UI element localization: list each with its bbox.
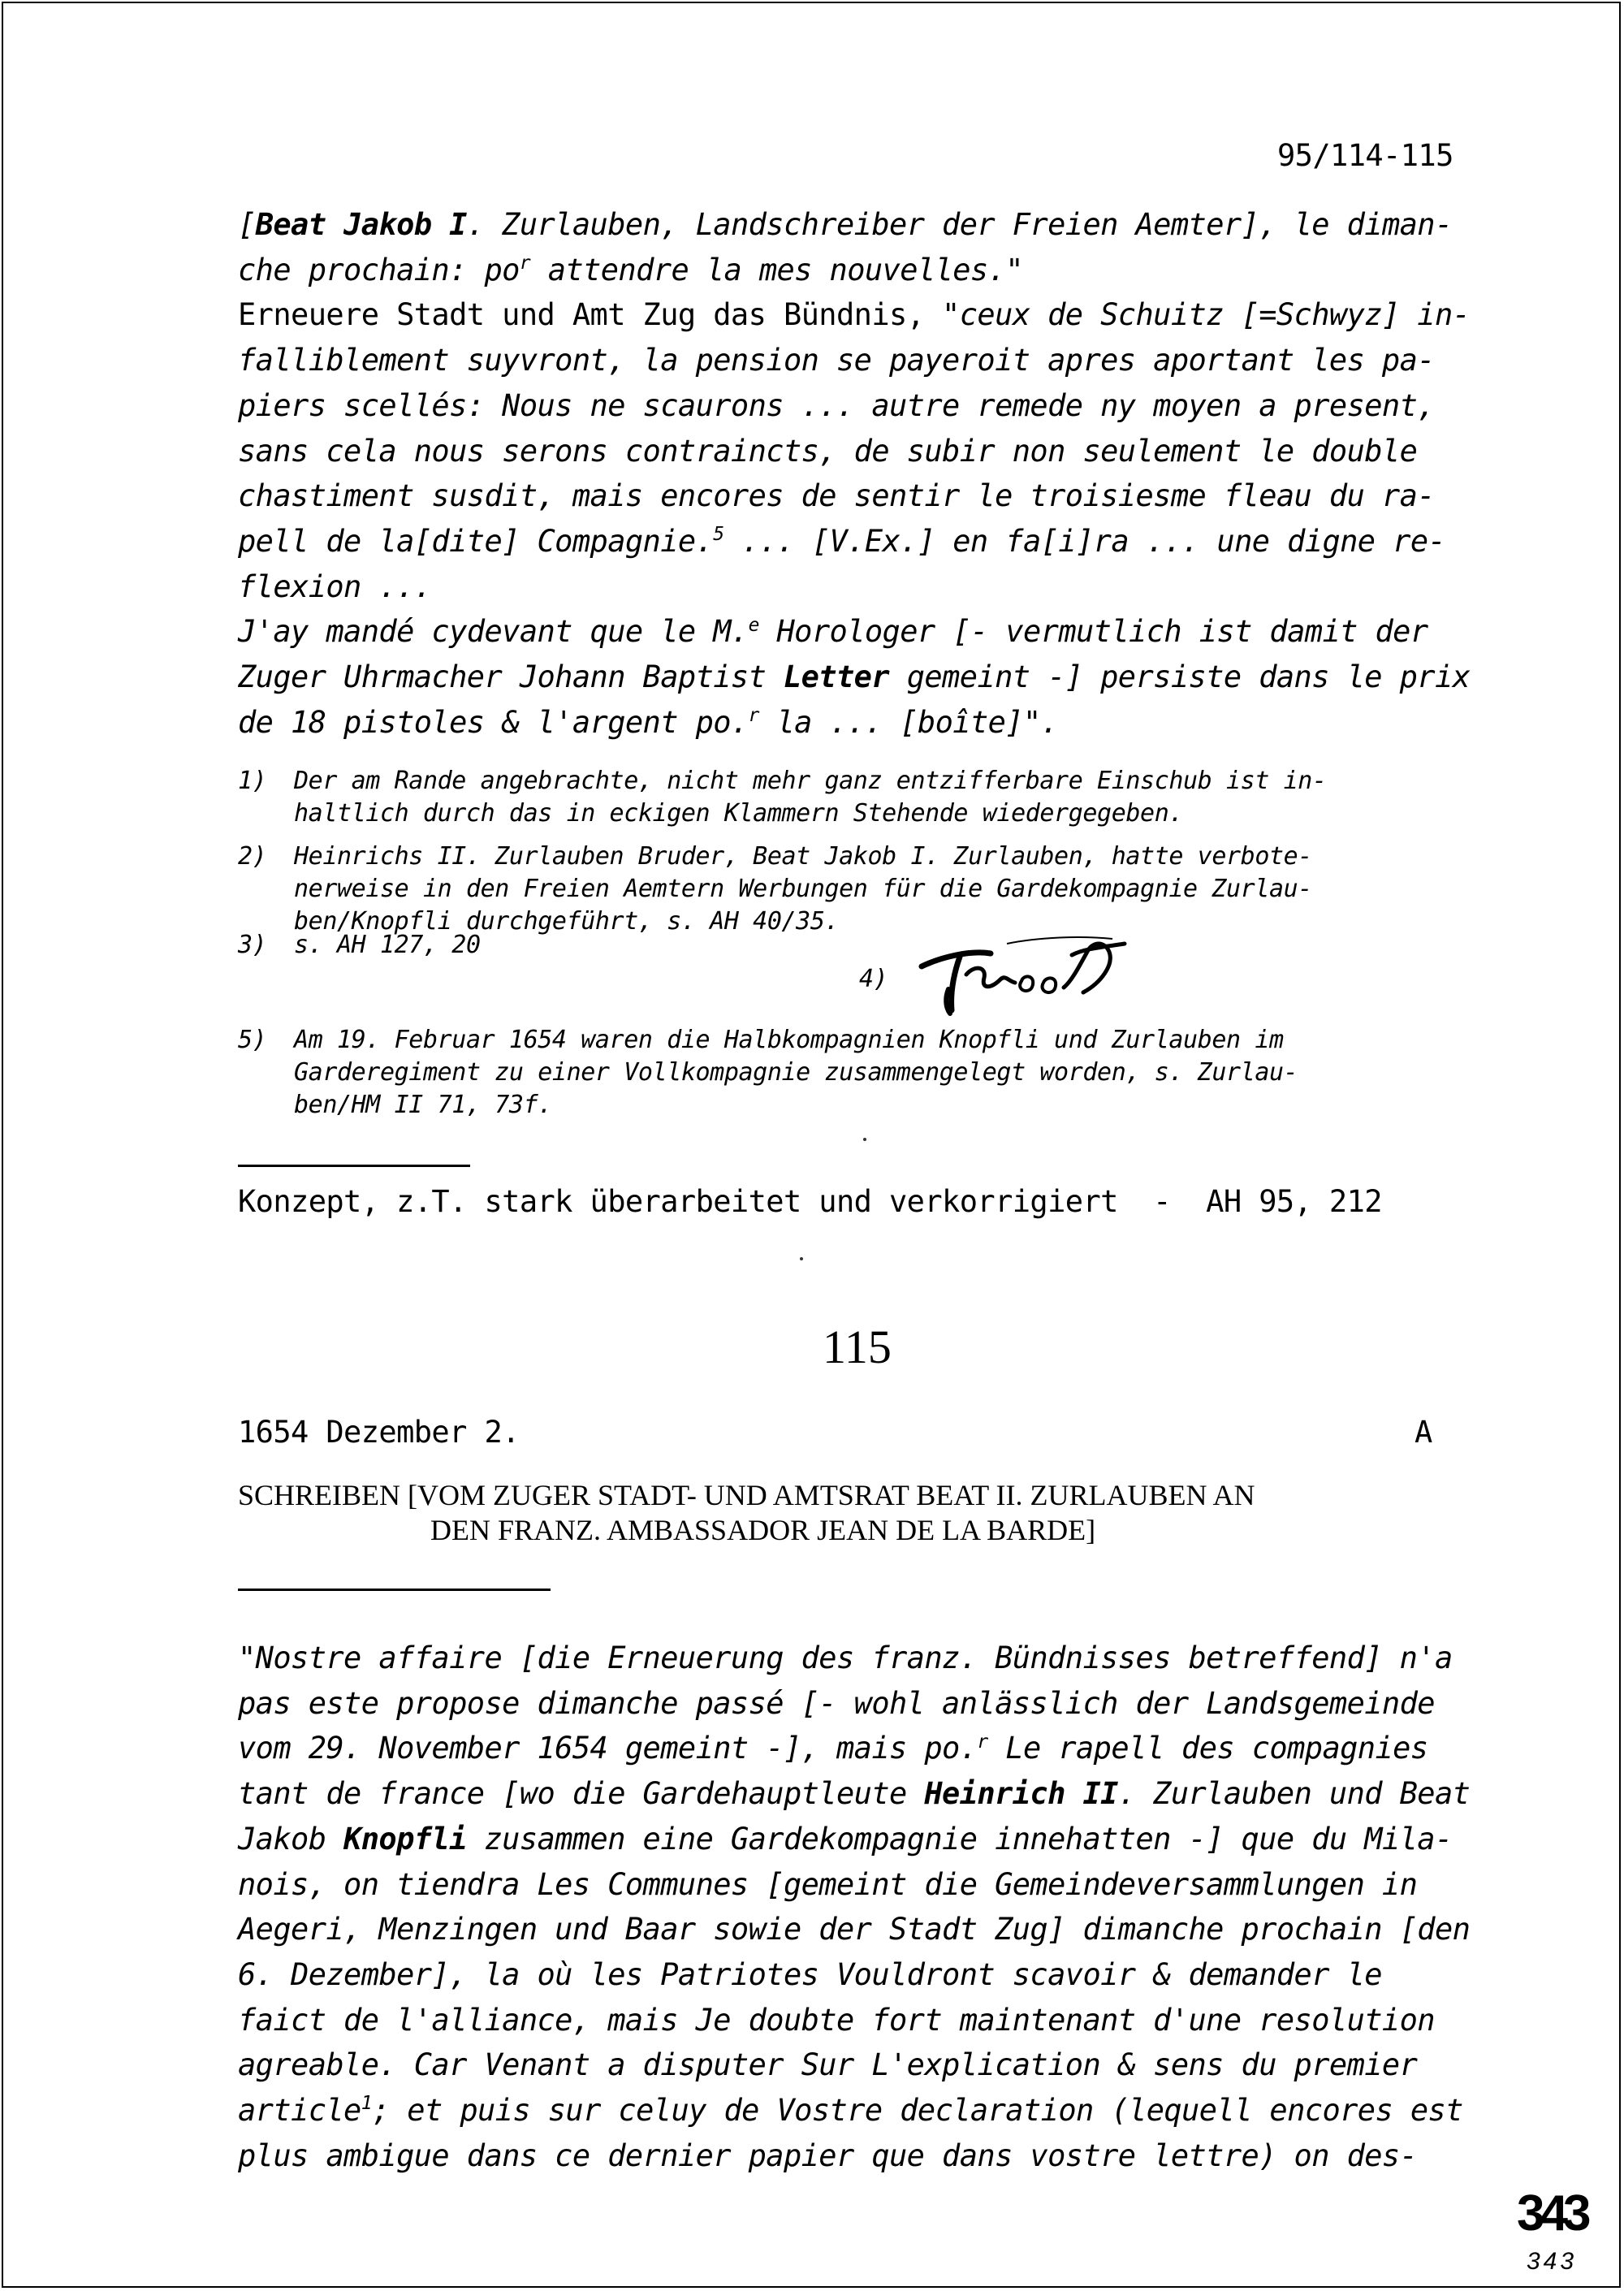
footnote-text: Garderegiment zu einer Vollkompagnie zusammengelegt worden, s. Zurlau- (294, 1058, 1298, 1087)
doc115-line (238, 1867, 1417, 1902)
doc114-text: . Zurlauben, Landschreiber der Freien Aemter], le diman- (466, 207, 1453, 242)
separator-rule (238, 1165, 470, 1167)
doc114-text: 5 (713, 524, 724, 546)
doc115-text: vom 29. November 1654 gemeint -], mais po. (238, 1731, 978, 1766)
doc114-text: piers scellés: Nous ne scaurons ... autre remede ny moyen a present, (238, 387, 1435, 423)
doc114-line (238, 343, 1435, 378)
doc115-line (238, 2047, 1417, 2082)
doc115-text: zusammen eine Gardekompagnie innehatten -] que du Mila- (466, 1821, 1453, 1857)
doc114-text: de 18 pistoles & l'argent po. (238, 704, 749, 740)
doc114-text: r (519, 252, 531, 274)
handwritten-page-number: 343 (1527, 2248, 1578, 2275)
document-title-line-2: DEN FRANZ. AMBASSADOR JEAN DE LA BARDE] (430, 1514, 1096, 1546)
doc115-text: agreable. Car Venant a disputer Sur L'explication & sens du premier (238, 2047, 1418, 2083)
document-title-line-1: SCHREIBEN [VOM ZUGER STADT- UND AMTSRAT BEAT II. ZURLAUBEN AN (238, 1479, 1255, 1511)
doc115-line (238, 2138, 1417, 2173)
doc114-line (238, 434, 1417, 469)
doc115-text: . Zurlauben und Beat (1117, 1776, 1471, 1812)
doc115-text: r (977, 1731, 988, 1753)
doc114-line (238, 478, 1435, 513)
doc114-line (238, 659, 1470, 694)
doc114-line (238, 614, 1428, 649)
doc114-line (238, 207, 1453, 242)
doc115-text: Aegeri, Menzingen und Baar sowie der Stadt Zug] dimanche prochain [den (238, 1912, 1471, 1947)
doc114-line (238, 705, 1058, 740)
doc114-text: chastiment susdit, mais encores de sentir le troisiesme fleau du ra- (238, 478, 1435, 514)
doc114-text: Beat Jakob I (255, 207, 467, 242)
doc115-text: Jakob (238, 1821, 344, 1857)
doc115-line (238, 2093, 1463, 2128)
footnote-text: haltlich durch das in eckigen Klammern Stehende wiedergegeben. (294, 799, 1184, 828)
doc114-line (238, 524, 1445, 559)
doc114-text: Horologer [- vermutlich ist damit der (758, 614, 1428, 650)
doc115-text: "Nostre affaire [die Erneuerung des franz. Bündnisses betreffend] n'a (238, 1640, 1453, 1675)
doc114-text: sans cela nous serons contraincts, de subir non seulement le double (238, 433, 1418, 469)
document-reference: 95/114-115 (1277, 138, 1453, 173)
doc115-line (238, 1731, 1428, 1766)
doc114-text: ... [V.Ex.] en fa[i]ra ... une digne re- (723, 523, 1446, 559)
doc115-line (238, 1686, 1435, 1721)
doc114-text: e (748, 614, 759, 636)
scan-speck (800, 1257, 803, 1260)
stamped-page-number: 343 (1517, 2185, 1587, 2241)
doc115-text: Heinrich II (924, 1776, 1118, 1812)
doc115-line (238, 1640, 1453, 1675)
doc115-line (238, 1822, 1453, 1857)
doc114-text: r (748, 704, 759, 726)
doc114-text: Letter (783, 659, 890, 694)
doc114-line (238, 297, 1470, 332)
doc115-text: nois, on tiendra Les Communes [gemeint die Gemeindeversammlungen in (238, 1866, 1418, 1902)
doc115-line (238, 1912, 1470, 1947)
separator-rule (238, 1589, 551, 1591)
footnote-text: ben/Knopfli durchgeführt, s. AH 40/35. (294, 907, 840, 936)
doc115-line (238, 1776, 1470, 1811)
doc115-text: faict de l'alliance, mais Je doubte fort maintenant d'une resolution (238, 2002, 1435, 2038)
doc115-text: tant de france [wo die Gardehauptleute (238, 1776, 925, 1812)
doc114-text: Erneuere Stadt und Amt Zug das Bündnis, " (238, 297, 960, 333)
doc115-text: 6. Dezember], la où les Patriotes Vouldront scavoir & demander le (238, 1956, 1382, 1992)
footnote-text: s. AH 127, 20 (294, 931, 481, 959)
document-date: 1654 Dezember 2. (238, 1415, 520, 1450)
doc115-text: Knopfli (343, 1821, 467, 1857)
doc114-text: pell de la[dite] Compagnie. (238, 523, 714, 559)
doc114-text: la ... [boîte]". (758, 704, 1059, 740)
footnote-text: ben/HM II 71, 73f. (294, 1091, 552, 1119)
doc115-line (238, 2003, 1435, 2038)
source-note: Konzept, z.T. stark überarbeitet und verkorrigiert - AH 95, 212 (238, 1184, 1382, 1219)
doc114-text: flexion ... (238, 568, 432, 604)
document-number: 115 (823, 1321, 892, 1373)
footnote-number: 2) (238, 842, 267, 871)
doc114-text: ceux de Schuitz [=Schwyz] in- (959, 297, 1471, 333)
doc114-line (238, 569, 431, 604)
scan-speck (863, 1138, 866, 1141)
doc114-text: J'ay mandé cydevant que le M. (238, 614, 749, 650)
doc114-text: falliblement suyvront, la pension se payeroit apres aportant les pa- (238, 343, 1435, 378)
doc115-text: 1 (361, 2093, 372, 2115)
footnote-text: Am 19. Februar 1654 waren die Halbkompagnien Knopfli und Zurlauben im (294, 1026, 1284, 1054)
letter-code: A (1415, 1415, 1432, 1450)
footnote-number: 1) (238, 767, 267, 795)
doc115-text: plus ambigue dans ce dernier papier que dans vostre lettre) on des- (238, 2138, 1418, 2173)
doc115-text: pas este propose dimanche passé [- wohl anlässlich der Landsgemeinde (238, 1685, 1435, 1721)
footnote-number: 3) (238, 931, 267, 959)
doc115-line (238, 1957, 1382, 1992)
footnote-text: nerweise in den Freien Aemtern Werbungen für die Gardekompagnie Zurlau- (294, 875, 1312, 903)
doc115-text: article (238, 2093, 361, 2128)
footnote-number: 5) (238, 1026, 267, 1054)
footnote-text: Der am Rande angebrachte, nicht mehr ganz entzifferbare Einschub ist in- (294, 767, 1327, 795)
doc114-text: attendre la mes nouvelles." (530, 252, 1023, 287)
doc114-text: [ (238, 207, 256, 242)
doc114-text: che prochain: po (238, 252, 520, 287)
doc114-text: gemeint -] persiste dans le prix (889, 659, 1471, 694)
doc114-text: Zuger Uhrmacher Johann Baptist (238, 659, 784, 694)
signature-4 (909, 932, 1137, 1022)
footnote-text: Heinrichs II. Zurlauben Bruder, Beat Jakob I. Zurlauben, hatte verbote- (294, 842, 1312, 871)
footnote-number: 4) (859, 965, 888, 993)
doc115-text: Le rapell des compagnies (987, 1731, 1428, 1766)
doc114-line (238, 253, 1023, 287)
doc114-line (238, 388, 1435, 423)
doc115-text: ; et puis sur celuy de Vostre declaration (lequell encores est (371, 2093, 1463, 2128)
